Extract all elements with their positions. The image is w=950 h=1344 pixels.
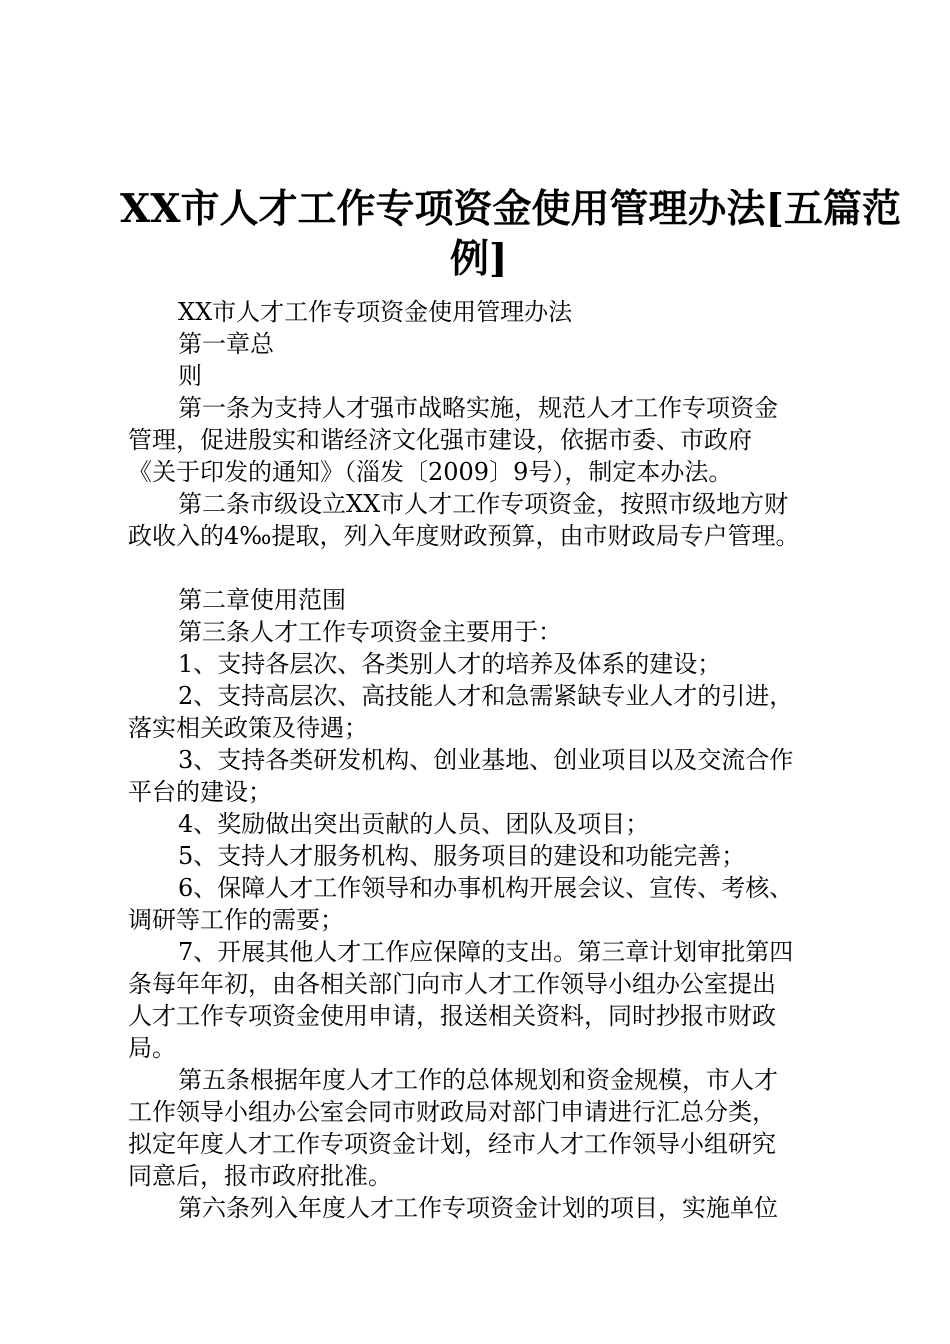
paragraph-line: 《关于印发的通知》（淄发〔2009〕9号），制定本办法。 [128,458,733,486]
paragraph-line: 第一条为支持人才强市战略实施，规范人才工作专项资金 [178,394,778,422]
paragraph-line: 第二条市级设立XX市人才工作专项资金，按照市级地方财 [178,490,789,518]
chapter-heading: 第一章总 [178,330,274,358]
list-item: 4、奖励做出突出贡献的人员、团队及项目； [178,810,650,838]
document-body [128,296,848,1224]
list-item: 7、开展其他人才工作应保障的支出。第三章计划审批第四 [178,938,794,966]
paragraph-line: 人才工作专项资金使用申请，报送相关资料，同时抄报市财政 [128,1002,776,1030]
paragraph-line: 第三条人才工作专项资金主要用于： [178,618,562,646]
paragraph-line: 管理，促进殷实和谐经济文化强市建设，依据市委、市政府 [128,426,752,454]
title-line-1: XX市人才工作专项资金使用管理办法[五篇范 [120,186,901,232]
chapter-heading-cont: 则 [178,362,202,390]
list-item-cont: 调研等工作的需要； [128,906,344,934]
paragraph-line: 第五条根据年度人才工作的总体规划和资金规模，市人才 [178,1066,778,1094]
paragraph-line: 工作领导小组办公室会同市财政局对部门申请进行汇总分类， [128,1098,776,1126]
paragraph-line: 政收入的4‰提取，列入年度财政预算，由市财政局专户管理。 [128,522,800,550]
list-item: 5、支持人才服务机构、服务项目的建设和功能完善； [178,842,746,870]
list-item: 6、保障人才工作领导和办事机构开展会议、宣传、考核、 [178,874,794,902]
list-item: 3、支持各类研发机构、创业基地、创业项目以及交流合作 [178,746,794,774]
list-item-cont: 落实相关政策及待遇； [128,714,368,742]
paragraph-line: 同意后，报市政府批准。 [128,1162,392,1190]
paragraph-line: 局。 [128,1034,176,1062]
title-line-2: 例] [450,236,508,282]
list-item-cont: 平台的建设； [128,778,272,806]
subtitle: XX市人才工作专项资金使用管理办法 [178,298,573,326]
paragraph-line: 第六条列入年度人才工作专项资金计划的项目，实施单位 [178,1194,778,1222]
list-item: 2、支持高层次、高技能人才和急需紧缺专业人才的引进， [178,682,794,710]
list-item: 1、支持各层次、各类别人才的培养及体系的建设； [178,650,722,678]
paragraph-line: 条每年年初，由各相关部门向市人才工作领导小组办公室提出 [128,970,776,998]
paragraph-line: 拟定年度人才工作专项资金计划，经市人才工作领导小组研究 [128,1130,776,1158]
chapter-heading: 第二章使用范围 [178,586,346,614]
document-title [120,184,901,282]
paragraph-gap [128,552,848,584]
